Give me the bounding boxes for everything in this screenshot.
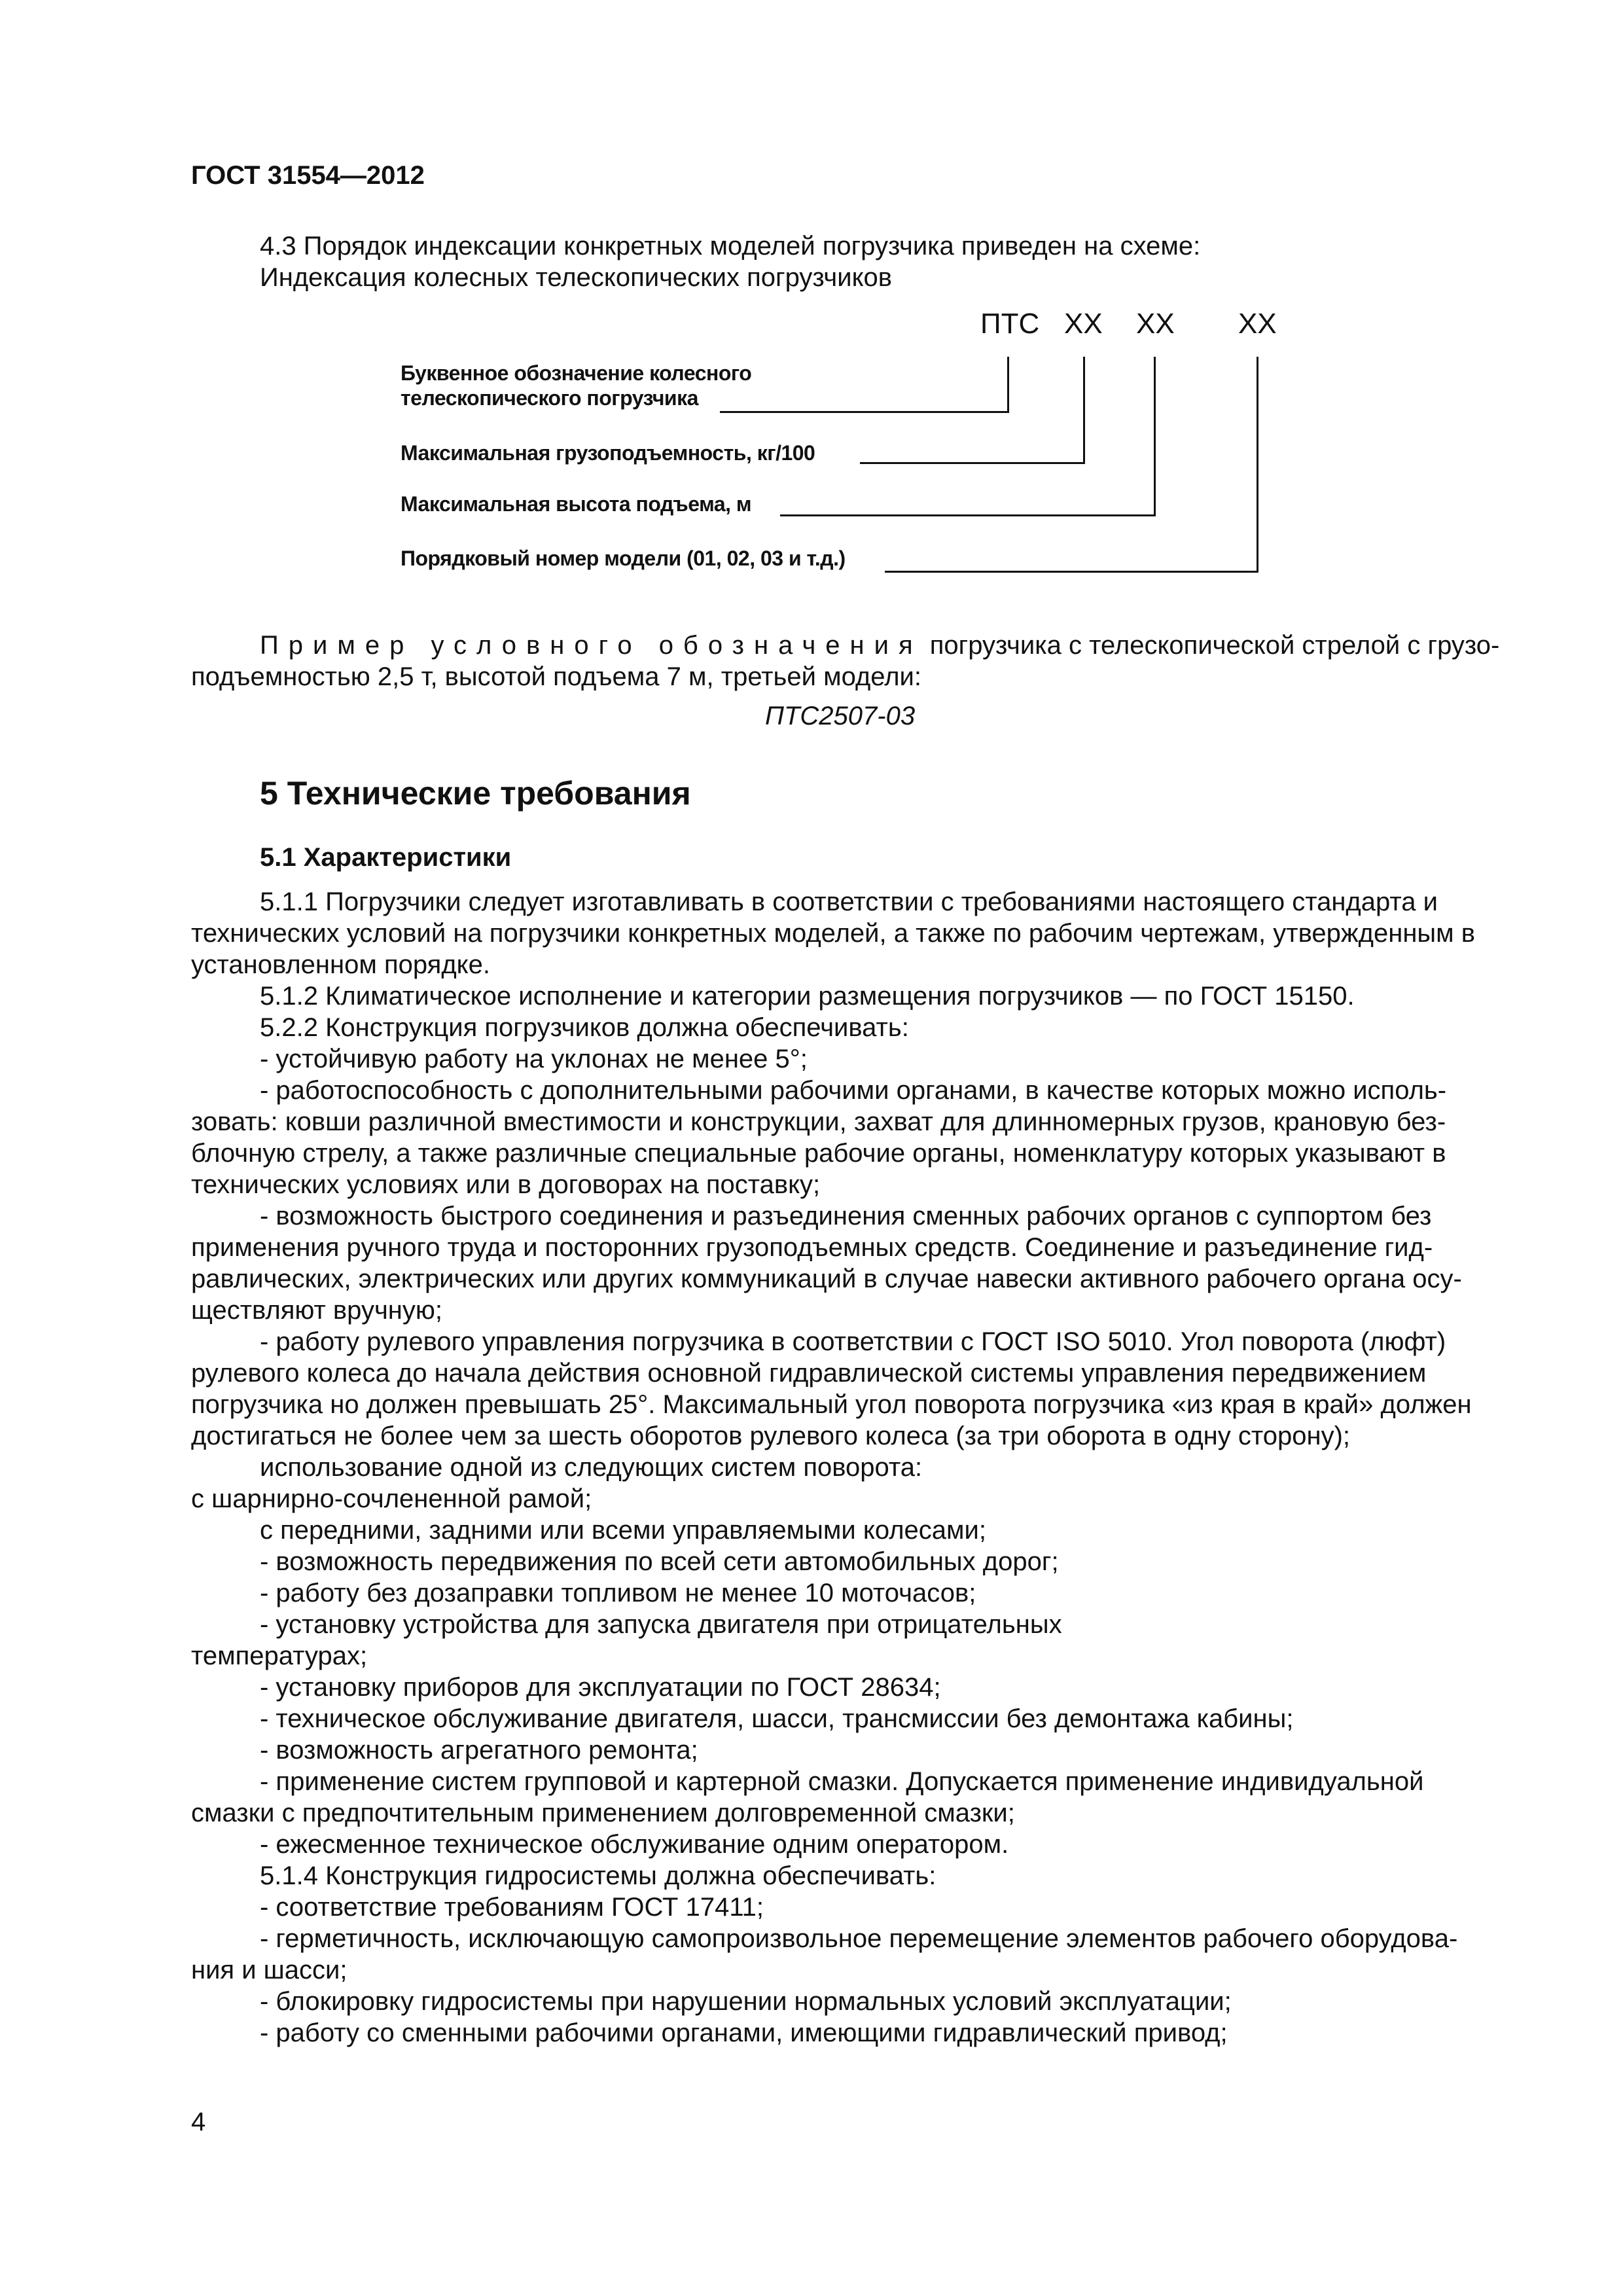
text-line: с шарнирно-сочлененной рамой; (191, 1484, 592, 1513)
text-line: - возможность передвижения по всей сети автомобильных дорог; (260, 1547, 1059, 1576)
section5-title: 5 Технические требования (260, 775, 691, 812)
text-line: - работу рулевого управления погрузчика в соответствии с ГОСТ ISO 5010. Угол поворота (люфт) (260, 1327, 1446, 1356)
connector-height-h (780, 514, 1156, 516)
text-line: достигаться не более чем за шесть оборотов рулевого колеса (за три оборота в одну сторону); (191, 1422, 1351, 1450)
text-line: 5.1.2 Климатическое исполнение и категории размещения погрузчиков — по ГОСТ 15150. (260, 982, 1355, 1011)
connector-capacity-h (860, 462, 1085, 464)
text-line: - устойчивую работу на уклонах не менее 5°; (260, 1045, 808, 1073)
scheme-label-capacity: Максимальная грузоподъемность, кг/100 (401, 441, 815, 465)
text-line: рулевого колеса до начала действия основной гидравлической системы управления передвижением (191, 1359, 1427, 1388)
connector-type-h (720, 411, 1009, 413)
code-part-height: XX (1136, 308, 1175, 340)
text-line: - работоспособность с дополнительными рабочими органами, в качестве которых можно исполь- (260, 1076, 1447, 1105)
text-line: ния и шасси; (191, 1956, 348, 1984)
code-part-ptc: ПТС (980, 308, 1040, 340)
text-line: температурах; (191, 1641, 368, 1670)
scheme-label-model: Порядковый номер модели (01, 02, 03 и т.д.) (401, 547, 846, 570)
connector-type-v (1007, 357, 1009, 413)
connector-model-h (885, 571, 1258, 573)
text-line: - работу со сменными рабочими органами, имеющими гидравлический привод; (260, 2018, 1228, 2047)
text-line: технических условиях или в договорах на поставку; (191, 1170, 821, 1199)
section51-title: 5.1 Характеристики (260, 843, 512, 872)
scheme-label-height: Максимальная высота подъема, м (401, 492, 752, 516)
example-line1 (260, 630, 1499, 661)
text-line: - применение систем групповой и картерной смазки. Допускается применение индивидуальной (260, 1767, 1424, 1796)
text-line: 5.1.4 Конструкция гидросистемы должна обеспечивать: (260, 1861, 936, 1890)
document-code: ГОСТ 31554—2012 (191, 161, 425, 190)
code-part-capacity: XX (1064, 308, 1103, 340)
text-line: - установку приборов для эксплуатации по ГОСТ 28634; (260, 1673, 941, 1702)
text-line: 5.2.2 Конструкция погрузчиков должна обеспечивать: (260, 1013, 909, 1042)
text-line: - возможность агрегатного ремонта; (260, 1736, 698, 1765)
text-line: - ежесменное техническое обслуживание одним оператором. (260, 1830, 1009, 1859)
text-line: зовать: ковши различной вместимости и конструкции, захват для длинномерных грузов, крановую без- (191, 1107, 1446, 1136)
example-code: ПТС2507-03 (765, 702, 916, 730)
example-line2: подъемностью 2,5 т, высотой подъема 7 м, третьей модели: (191, 662, 922, 691)
scheme-label-type-1: Буквенное обозначение колесного (401, 361, 752, 385)
example-spaced-prefix: Пример условного обозначения (260, 631, 923, 660)
text-line: смазки с предпочтительным применением долговременной смазки; (191, 1799, 1015, 1827)
example-line1-rest: погрузчика с телескопической стрелой с грузо- (929, 631, 1500, 660)
connector-model-v (1257, 357, 1258, 573)
text-line: равлических, электрических или других коммуникаций в случае навески активного рабочего органа осу- (191, 1265, 1462, 1293)
text-line: - возможность быстрого соединения и разъединения сменных рабочих органов с суппортом без (260, 1202, 1432, 1230)
sec43-line1: 4.3 Порядок индексации конкретных моделей погрузчика приведен на схеме: (260, 232, 1201, 260)
text-line: установленном порядке. (191, 950, 490, 979)
text-line: - герметичность, исключающую самопроизвольное перемещение элементов рабочего оборудова- (260, 1924, 1458, 1953)
text-line: - соответствие требованиям ГОСТ 17411; (260, 1893, 764, 1922)
text-line: с передними, задними или всеми управляемыми колесами; (260, 1516, 986, 1545)
text-line: - техническое обслуживание двигателя, шасси, трансмиссии без демонтажа кабины; (260, 1704, 1294, 1733)
page-number: 4 (191, 2108, 206, 2136)
text-line: - установку устройства для запуска двигателя при отрицательных (260, 1610, 1062, 1639)
sec43-line2: Индексация колесных телескопических погрузчиков (260, 263, 893, 292)
text-line: погрузчика но должен превышать 25°. Максимальный угол поворота погрузчика «из края в край» должен (191, 1390, 1472, 1419)
text-line: блочную стрелу, а также различные специальные рабочие органы, номенклатуру которых указывают в (191, 1139, 1446, 1168)
connector-capacity-v (1083, 357, 1085, 464)
text-line: - блокировку гидросистемы при нарушении нормальных условий эксплуатации; (260, 1987, 1232, 2016)
text-line: применения ручного труда и посторонних грузоподъемных средств. Соединение и разъединение гид- (191, 1233, 1433, 1262)
text-line: 5.1.1 Погрузчики следует изготавливать в соответствии с требованиями настоящего стандарта и (260, 888, 1438, 916)
scheme-label-type-2: телескопического погрузчика (401, 386, 698, 410)
text-line: технических условий на погрузчики конкретных моделей, а также по рабочим чертежам, утвержденным в (191, 919, 1476, 948)
text-line: ществляют вручную; (191, 1296, 443, 1325)
code-part-model: XX (1238, 308, 1277, 340)
connector-height-v (1154, 357, 1156, 516)
text-line: использование одной из следующих систем поворота: (260, 1453, 923, 1482)
text-line: - работу без дозаправки топливом не менее 10 моточасов; (260, 1579, 976, 1607)
